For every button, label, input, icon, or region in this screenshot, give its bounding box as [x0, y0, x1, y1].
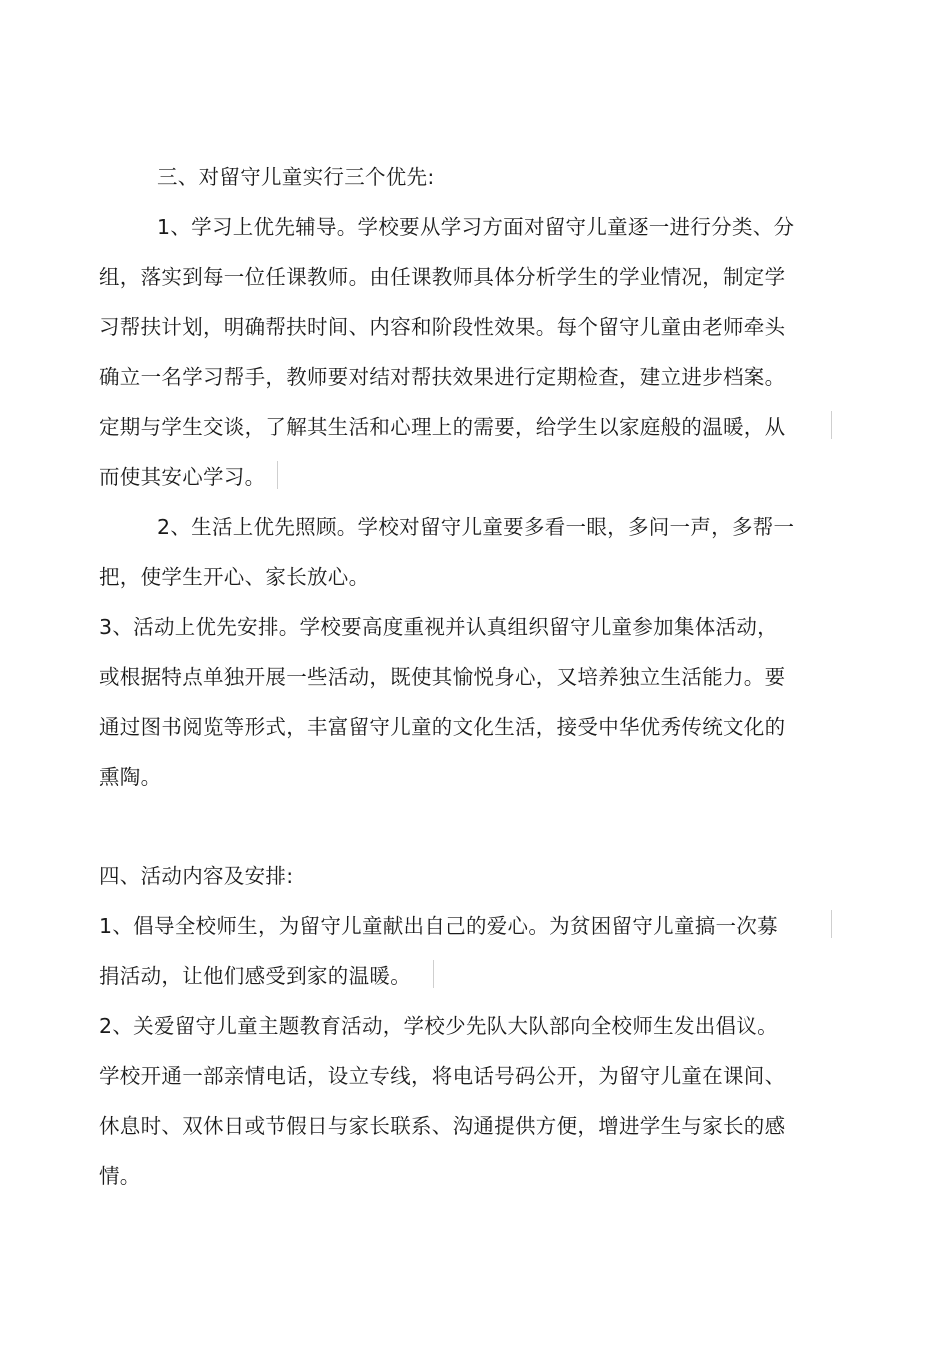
margin-mark	[831, 411, 832, 439]
section-3-item-2-line-1: 2、生活上优先照顾。学校对留守儿童要多看一眼，多问一声，多帮一	[157, 515, 795, 539]
section-3-item-1-line-1: 1、学习上优先辅导。学校要从学习方面对留守儿童逐一进行分类、分	[157, 215, 795, 239]
section-3-item-3-line-3: 通过图书阅览等形式，丰富留守儿童的文化生活，接受中华优秀传统文化的	[99, 715, 786, 739]
section-3-heading: 三、对留守儿童实行三个优先:	[157, 165, 435, 189]
section-3-item-3-line-4: 熏陶。	[99, 765, 162, 789]
section-3-item-1-line-3: 习帮扶计划，明确帮扶时间、内容和阶段性效果。每个留守儿童由老师牵头	[99, 315, 786, 339]
section-4-heading: 四、活动内容及安排:	[99, 864, 294, 888]
section-4-item-2-line-1: 2、关爱留守儿童主题教育活动，学校少先队大队部向全校师生发出倡议。	[99, 1014, 778, 1038]
margin-mark	[831, 910, 832, 938]
section-3-item-1-line-6: 而使其安心学习。	[99, 465, 266, 489]
section-3-item-2-line-2: 把，使学生开心、家长放心。	[99, 565, 370, 589]
section-3-item-1-line-2: 组，落实到每一位任课教师。由任课教师具体分析学生的学业情况，制定学	[99, 265, 786, 289]
section-4-item-2-line-3: 休息时、双休日或节假日与家长联系、沟通提供方便，增进学生与家长的感	[99, 1114, 786, 1138]
section-4-item-2-line-2: 学校开通一部亲情电话，设立专线，将电话号码公开，为留守儿童在课间、	[99, 1064, 786, 1088]
section-4-item-1-line-1: 1、倡导全校师生，为留守儿童献出自己的爱心。为贫困留守儿童搞一次募	[99, 914, 778, 938]
section-3-item-1-line-5: 定期与学生交谈，了解其生活和心理上的需要，给学生以家庭般的温暖，从	[99, 415, 786, 439]
section-3-item-1-line-4: 确立一名学习帮手，教师要对结对帮扶效果进行定期检查，建立进步档案。	[99, 365, 786, 389]
section-3-item-3-line-1: 3、活动上优先安排。学校要高度重视并认真组织留守儿童参加集体活动，	[99, 615, 778, 639]
section-4-item-1-line-2: 捐活动，让他们感受到家的温暖。	[99, 964, 411, 988]
margin-mark	[433, 960, 434, 988]
section-4-item-2-line-4: 情。	[99, 1164, 141, 1188]
margin-mark	[277, 461, 278, 489]
section-3-item-3-line-2: 或根据特点单独开展一些活动，既使其愉悦身心，又培养独立生活能力。要	[99, 665, 786, 689]
